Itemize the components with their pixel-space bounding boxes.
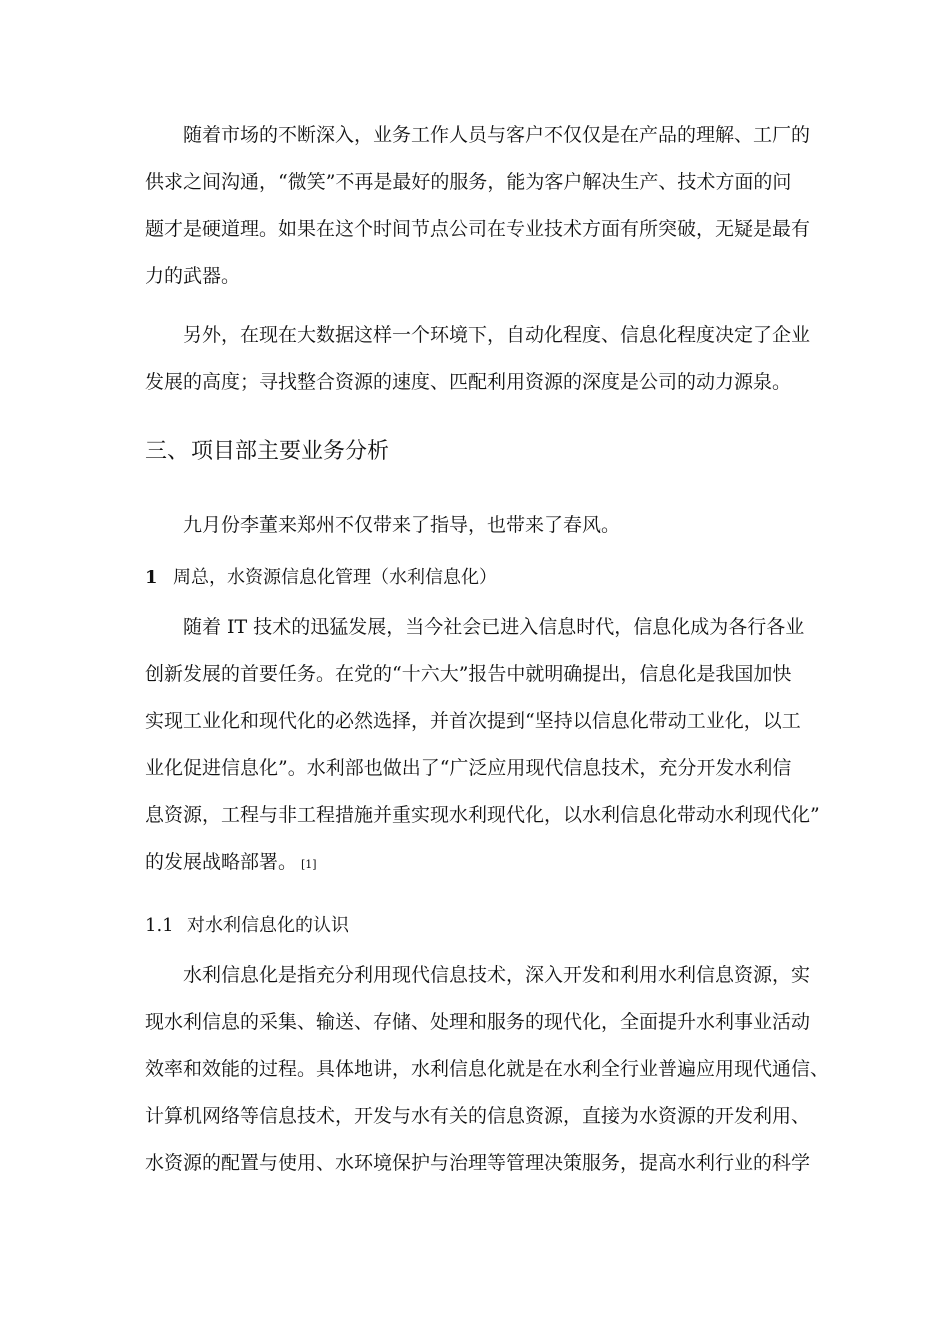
text-line: 供求之间沟通，“微笑”不再是最好的服务，能为客户解决生产、技术方面的问 xyxy=(145,171,792,193)
text-line: 随着 IT 技术的迅猛发展，当今社会已进入信息时代，信息化成为各行各业 xyxy=(183,616,805,638)
text-line: 现水利信息的采集、输送、存储、处理和服务的现代化，全面提升水利事业活动 xyxy=(145,1011,811,1033)
text-line: 力的武器。 xyxy=(145,265,241,287)
subsection-number: 1 xyxy=(145,567,158,588)
section-title: 项目部主要业务分析 xyxy=(191,439,390,464)
subsubsection-heading xyxy=(145,912,349,940)
text-line: 九月份李董来郑州不仅带来了指导，也带来了春风。 xyxy=(183,514,621,536)
text-line: 随着市场的不断深入，业务工作人员与客户不仅仅是在产品的理解、工厂的 xyxy=(183,124,811,146)
paragraph-big-data xyxy=(145,312,815,406)
subsection-title: 周总，水资源信息化管理（水利信息化） xyxy=(173,567,497,588)
section-number: 三、 xyxy=(145,439,190,464)
text-line-content: 的发展战略部署。 xyxy=(145,851,298,873)
subsection-heading xyxy=(145,564,497,592)
text-line: 另外，在现在大数据这样一个环境下，自动化程度、信息化程度决定了企业 xyxy=(183,324,811,346)
text-line xyxy=(145,839,815,886)
subsubsection-title: 对水利信息化的认识 xyxy=(187,915,349,936)
text-line: 计算机网络等信息技术，开发与水有关的信息资源，直接为水资源的开发利用、 xyxy=(145,1105,811,1127)
paragraph-water-informatization xyxy=(145,952,830,1187)
text-line: 水资源的配置与使用、水环境保护与治理等管理决策服务，提高水利行业的科学 xyxy=(145,1152,811,1174)
text-line: 效率和效能的过程。具体地讲，水利信息化就是在水利全行业普遍应用现代通信、 xyxy=(145,1058,830,1080)
paragraph-it-development xyxy=(145,604,820,886)
paragraph-intro xyxy=(145,502,815,549)
subsubsection-number: 1.1 xyxy=(145,915,174,936)
text-line: 实现工业化和现代化的必然选择，并首次提到“坚持以信息化带动工业化，以工 xyxy=(145,710,801,732)
text-line: 息资源，工程与非工程措施并重实现水利现代化，以水利信息化带动水利现代化” xyxy=(145,804,820,826)
text-line: 创新发展的首要任务。在党的“十六大”报告中就明确提出，信息化是我国加快 xyxy=(145,663,792,685)
text-line: 业化促进信息化”。水利部也做出了“广泛应用现代信息技术，充分开发水利信 xyxy=(145,757,792,779)
citation-marker: [1] xyxy=(301,858,317,871)
section-heading xyxy=(145,437,389,467)
text-line: 水利信息化是指充分利用现代信息技术，深入开发和利用水利信息资源，实 xyxy=(183,964,811,986)
text-line: 发展的高度；寻找整合资源的速度、匹配利用资源的深度是公司的动力源泉。 xyxy=(145,371,792,393)
paragraph-market xyxy=(145,112,815,300)
text-line: 题才是硬道理。如果在这个时间节点公司在专业技术方面有所突破，无疑是最有 xyxy=(145,218,811,240)
